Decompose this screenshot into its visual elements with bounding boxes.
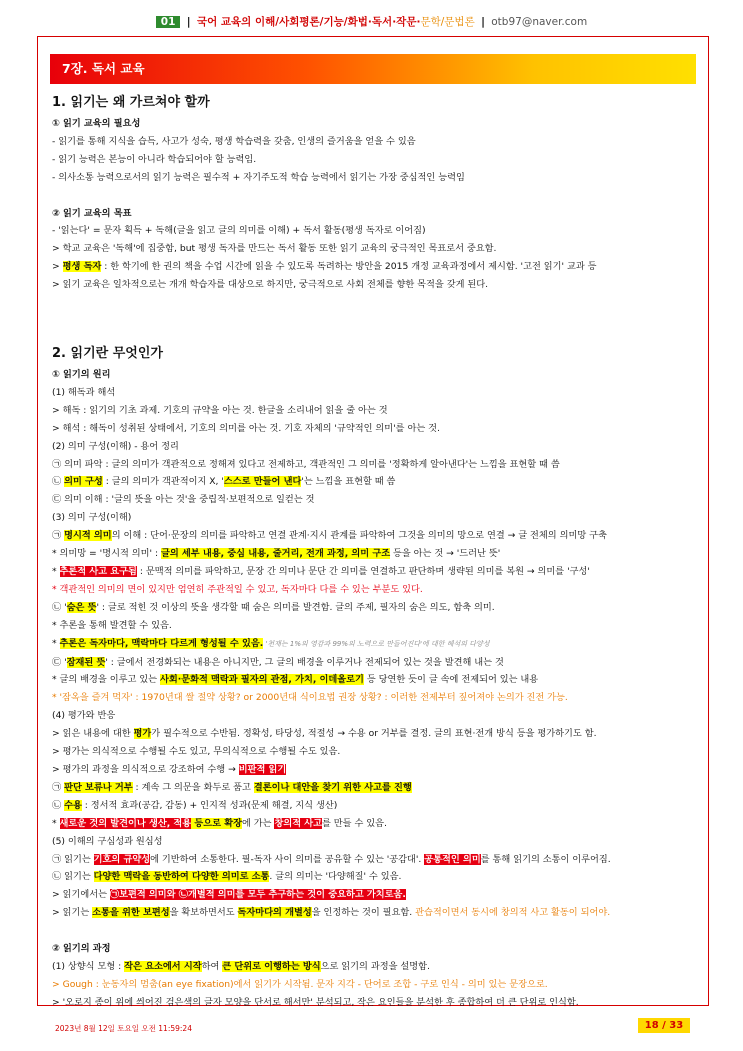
highlight-text: 추론은 독자마다, 맥락마다 다르게 형성될 수 있음.	[59, 637, 264, 649]
text-span: * 의미망 = '명시적 의미' :	[52, 548, 161, 560]
text-span: > 읽은 내용에 대한	[52, 728, 134, 740]
text-line	[52, 725, 696, 743]
text-span: ① 읽기 교육의 필요성	[52, 118, 141, 129]
text-span: (1) 상향식 모형 :	[52, 960, 125, 972]
highlight-text: 스스로 만들어 낸다	[223, 476, 302, 488]
text-line	[52, 545, 696, 563]
text-span: ' : 글로 적힌 것 이상의 뜻을 생각할 때 숨은 의미를 발견함. 글의 주제, 필자의 숨은 의도, 함축 의미.	[96, 601, 495, 613]
text-span: 에 기반하여 소통한다. 필-독자 사이 의미를 공유할 수 있는 '공감대'.	[150, 853, 425, 865]
text-line	[52, 833, 696, 851]
text-span: (4) 평가와 반응	[52, 710, 116, 722]
text-span: ㉠	[52, 781, 65, 793]
text-line	[52, 438, 696, 456]
text-span: 1. 읽기는 왜 가르쳐야 할까	[52, 95, 210, 110]
highlight-text: 명시적 의미	[64, 530, 112, 542]
highlight-text: 판단 보류나 거부	[64, 781, 133, 793]
text-line	[52, 581, 696, 599]
text-span: ㉢ '	[52, 656, 67, 668]
text-span: : 계속 그 의문을 화두로 품고	[132, 781, 254, 793]
text-line	[52, 617, 696, 635]
text-line	[52, 527, 696, 545]
text-line	[52, 851, 696, 869]
text-line	[52, 635, 696, 654]
highlight-text: 평가	[133, 728, 152, 740]
text-line	[52, 240, 696, 258]
text-span: > 읽기는	[52, 907, 93, 919]
highlight-text: 평생 독자	[62, 261, 102, 273]
text-line	[52, 115, 696, 133]
text-span: (2) 의미 구성(이해) - 용어 정리	[52, 440, 179, 452]
text-line	[52, 868, 696, 886]
highlight-text: 소통을 위한 보편성	[92, 907, 170, 919]
text-line	[52, 563, 696, 581]
text-line	[52, 904, 696, 922]
text-span: ㉠ 의미 파악 : 글의 의미가 객관적으로 정해져 있다고 전제하고, 객관적인 그 의미를 '정확하게 알아낸다'는 느낌을 표현할 때 씀	[52, 458, 560, 470]
text-line	[52, 976, 696, 994]
text-span: 으로 읽기의 과정을 설명함.	[320, 960, 430, 972]
highlight-text: 독자마다의 개별성	[237, 907, 312, 919]
text-span: ㉡ '	[52, 601, 67, 613]
chapter-title-banner: 7장. 독서 교육	[50, 54, 696, 84]
text-line	[52, 456, 696, 474]
red-highlight-text: 비판적 읽기	[238, 763, 287, 775]
red-highlight-text: 공통적인 의미	[424, 853, 481, 865]
red-highlight-text: 기호의 규약성	[93, 853, 151, 865]
highlight-text: 수용	[64, 799, 82, 811]
text-span: > Gough : 눈동자의 멈춤(an eye fixation)에서 읽기가 시작됨. 문자 지각 - 단어로 조합 - 구로 인식 - 의미 있는 문장으로.	[52, 978, 548, 990]
text-line	[52, 133, 696, 151]
red-highlight-text: 창의적 사고	[274, 817, 323, 829]
spacer	[52, 187, 696, 205]
text-span: > 읽기에서는	[52, 889, 110, 901]
text-span: ㉢ 의미 이해 : '글의 뜻을 아는 것'을 중립적·보편적으로 일컫는 것	[52, 494, 315, 506]
text-line	[52, 654, 696, 672]
text-span: ② 읽기의 과정	[52, 943, 111, 955]
text-span: > 해독 : 읽기의 기초 과제. 기호의 규약을 아는 것. 한글을 소리내어 읽을 줄 아는 것	[52, 404, 388, 416]
text-span: 을 확보하면서도	[169, 907, 238, 919]
header-literature: 문학/문법론	[420, 16, 475, 28]
text-span: > 학교 교육은 '독해'에 집중함, but 평생 독자를 만드는 독서 활동 또한 읽기 교육의 궁극적인 목표로서 중요함.	[52, 243, 497, 255]
text-span: 를 만들 수 있음.	[322, 817, 387, 829]
highlight-text: 의미 구성	[64, 476, 103, 488]
page-number-badge: 18 / 33	[638, 1018, 690, 1033]
text-span: 를 통해 읽기의 소통이 이루어짐.	[480, 853, 611, 865]
text-line	[52, 276, 696, 294]
text-span: - 읽기를 통해 지식을 습득, 사고가 성숙, 평생 학습력을 갖춤, 인생의 즐거움을 얻을 수 있음	[52, 135, 416, 147]
text-line	[52, 366, 696, 384]
header-topics: /사회평론/기능/화법·독서·작문·	[275, 16, 421, 28]
content-frame	[37, 36, 709, 1006]
text-line	[52, 797, 696, 815]
text-span: : 문맥적 의미를 파악하고, 문장 간 의미나 문단 간 의미를 연결하고 판단하며 생략된 의미를 복원 → 의미를 '구성'	[136, 566, 590, 578]
highlight-text: 잠재된 뜻	[66, 656, 106, 668]
section-heading	[52, 342, 696, 366]
text-span: * 추론을 통해 발견할 수 있음.	[52, 619, 172, 631]
text-span: * '잠옥을 즐겨 먹자' : 1970년대 쌀 절약 상황? or 2000년대 식이요법 권장 상황? : 이러한 전제부터 짚어져야 논의가 진전 가능.	[52, 692, 568, 704]
red-highlight-text: 새로운 것의 발견이나 생산, 적용	[59, 817, 192, 829]
text-span: : 한 학기에 한 권의 책을 수업 시간에 읽을 수 있도록 독려하는 방안을 2015 개정 교육과정에서 제시함. '고전 읽기' 교과 등	[101, 261, 597, 273]
document-body	[52, 91, 696, 1012]
text-span: (1) 해독과 해석	[52, 386, 116, 398]
text-span: * 객관적인 의미의 면이 있지만 엄연히 주관적일 수 있고, 독자마다 다를 수 있는 부분도 있다.	[52, 583, 423, 595]
footer-timestamp: 2023년 8월 12일 토요일 오전 11:59:24	[55, 1024, 192, 1033]
spacer	[52, 294, 696, 342]
text-span: : 정서적 효과(공감, 감동) + 인지적 성과(문제 해결, 지식 생산)	[81, 799, 338, 811]
highlight-text: 등으로 확장	[191, 817, 242, 829]
text-line	[52, 222, 696, 240]
text-span: - 읽기 능력은 본능이 아니라 학습되어야 할 능력임.	[52, 153, 257, 165]
text-line	[52, 151, 696, 169]
text-span: 가 필수적으로 수반됨. 정확성, 타당성, 적절성 → 수용 or 거부를 결정. 글의 표현·전개 방식 등을 평가하기도 함.	[151, 728, 597, 740]
text-span: ㉠ 읽기는	[52, 853, 94, 865]
highlight-text: 다양한 맥락을 동반하여 다양한 의미로 소통	[93, 871, 270, 883]
red-highlight-text: 추론적 사고 요구됨	[59, 566, 137, 578]
text-span: 에 가는	[241, 817, 275, 829]
text-span: ㉡	[52, 799, 65, 811]
header-separator: |	[186, 16, 191, 28]
text-span: 등을 아는 것 → '드러난 뜻'	[390, 548, 501, 560]
text-line	[52, 473, 696, 491]
text-span: 하여	[201, 960, 223, 972]
text-span: ① 읽기의 원리	[52, 369, 111, 381]
text-span: *	[52, 637, 60, 649]
text-line	[52, 258, 696, 276]
highlight-text: 큰 단위로 이행하는 방식	[222, 960, 321, 972]
text-span: '천재는 1%의 영감과 99%의 노력으로 만들어진다'에 대한 해석의 다양성	[263, 639, 490, 648]
text-span: ㉡ 읽기는	[52, 871, 94, 883]
text-line	[52, 815, 696, 833]
text-line	[52, 384, 696, 402]
text-line	[52, 420, 696, 438]
text-line	[52, 940, 696, 958]
text-span: 등 당연한 듯이 글 속에 전제되어 있는 내용	[363, 674, 539, 686]
red-highlight-text: ㉠보편적 의미와 ㉡개별적 의미를 모두 추구하는 것이 중요하고 가치로움.	[109, 889, 406, 901]
text-span: * 글의 배경을 이루고 있는	[52, 674, 160, 686]
text-line	[52, 761, 696, 779]
page-header	[0, 14, 743, 29]
text-line	[52, 779, 696, 797]
text-span: 을 인정하는 것이 필요함.	[311, 907, 416, 919]
text-span: ㉡	[52, 476, 65, 488]
text-line	[52, 509, 696, 527]
text-line	[52, 205, 696, 223]
text-span: ' : 글에서 전경화되는 내용은 아니지만, 그 글의 배경을 이루거나 전제되어 있는 것을 발견해 내는 것	[105, 656, 504, 668]
text-line	[52, 671, 696, 689]
text-line	[52, 886, 696, 904]
text-span: . 글의 의미는 '다양해질' 수 있음.	[269, 871, 402, 883]
text-span: *	[52, 817, 60, 829]
header-email: otb97@naver.com	[491, 16, 588, 28]
header-separator-2: |	[481, 16, 485, 28]
spacer	[52, 922, 696, 940]
text-span: > 읽기 교육은 일차적으로는 개개 학습자를 대상으로 하지만, 궁극적으로 사회 전체를 향한 목적을 갖게 된다.	[52, 279, 489, 291]
text-line	[52, 743, 696, 761]
text-span: 관습적이면서 동시에 창의적 사고 활동이 되어야.	[415, 907, 611, 919]
text-span: '는 느낌을 표현할 때 씀	[301, 476, 396, 488]
text-span: : 글의 의미가 객관적이지 X, '	[102, 476, 224, 488]
chapter-number-badge: 01	[156, 16, 181, 28]
text-line	[52, 689, 696, 707]
highlight-text: 사회·문화적 맥락과 필자의 관점, 가치, 이데올로기	[159, 674, 364, 686]
text-span: > 해석 : 해독이 성취된 상태에서, 기호의 의미를 아는 것. 기호 자체의 '규약적인 의미'를 아는 것.	[52, 422, 440, 434]
text-span: > '오로지 종이 위에 씌어진 검은색의 글자 모양을 단서로 해서만' 분석되고, 작은 요인들을 분석한 후 종합하여 더 큰 단위로 인식함.	[52, 996, 579, 1008]
section-heading	[52, 91, 696, 115]
text-line	[52, 994, 696, 1012]
highlight-text: 숨은 뜻	[66, 601, 97, 613]
text-span: > 평가의 과정을 의식적으로 강조하여 수행 →	[52, 763, 239, 775]
text-span: 의 이해 : 단어·문장의 의미를 파악하고 연결 관계·지시 관계를 파악하여 그것을 의미의 망으로 연결 → 글 전체의 의미망 구축	[111, 530, 607, 542]
text-span: 2. 읽기란 무엇인가	[52, 346, 163, 362]
text-span: *	[52, 566, 60, 578]
text-span: (5) 이해의 구심성과 원심성	[52, 835, 163, 847]
text-span: - '읽는다' = 문자 획득 + 독해(글을 읽고 글의 의미를 이해) + 독서 활동(평생 독자로 이어짐)	[52, 225, 426, 237]
text-span: - 의사소통 능력으로서의 읽기 능력은 필수적 + 자기주도적 학습 능력에서 읽기는 가장 중심적인 능력임	[52, 171, 465, 183]
highlight-text: 결론이나 대안을 찾기 위한 사고를 진행	[253, 781, 412, 793]
text-line	[52, 402, 696, 420]
highlight-text: 작은 요소에서 시작	[124, 960, 202, 972]
text-span: ㉠	[52, 530, 65, 542]
text-line	[52, 707, 696, 725]
text-span: ② 읽기 교육의 목표	[52, 207, 132, 219]
text-span: >	[52, 261, 63, 273]
text-span: (3) 의미 구성(이해)	[52, 512, 132, 524]
highlight-text: 글의 세부 내용, 중심 내용, 줄거리, 전개 과정, 의미 구조	[160, 548, 391, 560]
text-span: > 평가는 의식적으로 수행될 수도 있고, 무의식적으로 수행될 수도 있음.	[52, 746, 341, 758]
text-line	[52, 599, 696, 617]
header-subject: 국어 교육의 이해	[196, 16, 276, 28]
text-line	[52, 169, 696, 187]
text-line	[52, 491, 696, 509]
text-line	[52, 958, 696, 976]
